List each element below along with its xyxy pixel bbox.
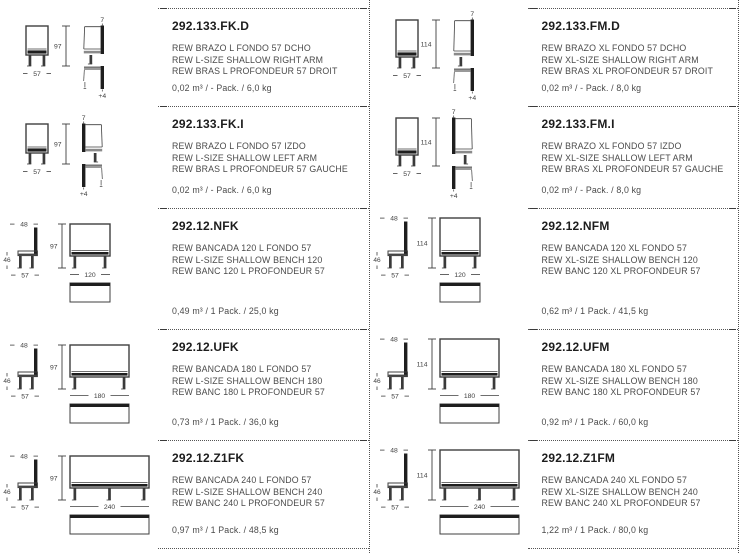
top-band: [84, 67, 100, 70]
dimension-label: 114: [416, 240, 427, 248]
bench-technical-drawing: [0, 211, 158, 307]
seat-band: [19, 375, 37, 377]
product-code: 292.133.FM.D: [541, 19, 620, 33]
seat-band: [72, 484, 148, 487]
product-info-cell: [158, 106, 369, 208]
seat-band: [19, 254, 37, 256]
seat-band: [28, 50, 47, 53]
desc-fr: REW BRAS XL PROFONDEUR 57 DROIT: [541, 66, 713, 76]
seat-band: [72, 252, 109, 255]
drawing-area: [0, 329, 158, 440]
desc-es: REW BANCADA 120 XL FONDO 57: [541, 243, 687, 253]
dimension-label: 97: [49, 243, 58, 251]
drawing-area: [370, 329, 528, 440]
desc-en: REW XL-SIZE SHALLOW LEFT ARM: [541, 152, 693, 163]
dimension-label: 114: [416, 361, 427, 369]
leg: [31, 256, 34, 268]
product-row: [370, 8, 739, 106]
leg: [104, 256, 107, 268]
arm-front-view: [396, 118, 418, 155]
drawing-line: [471, 170, 472, 181]
drawing-area: [370, 208, 528, 329]
dimension-label: 7: [100, 17, 105, 24]
back-edge: [70, 283, 110, 286]
desc-es: REW BRAZO L FONDO 57 DCHO: [172, 43, 311, 53]
dimension-label: 57: [21, 504, 29, 512]
desc-en: REW L-SIZE SHALLOW RIGHT ARM: [172, 54, 324, 65]
leg: [412, 57, 415, 68]
desc-fr: REW BANC 240 L PROFONDEUR 57: [172, 498, 325, 508]
product-info-cell: [158, 208, 369, 329]
leg: [389, 377, 392, 389]
desc-fr: REW BRAS XL PROFONDEUR 57 GAUCHE: [541, 164, 724, 174]
arm-panel: [452, 166, 455, 189]
leg: [492, 377, 495, 389]
dimension-label: 97: [53, 141, 62, 149]
desc-es: REW BANCADA 240 L FONDO 57: [172, 475, 312, 485]
leg: [29, 55, 32, 66]
drawing-line: [84, 27, 85, 49]
leg: [459, 57, 462, 66]
product-code: 292.12.NFK: [172, 219, 239, 233]
leg: [74, 377, 77, 389]
packing-info: 0,02 m³ / - Pack. / 6,0 kg: [172, 185, 272, 195]
dimension-label: 180: [463, 393, 475, 400]
arm-side-view: [82, 124, 102, 163]
leg: [412, 155, 415, 166]
leg: [94, 153, 97, 162]
dimension-label: 46: [372, 489, 381, 496]
product-descriptions: [542, 364, 725, 399]
leg: [43, 153, 46, 164]
leg: [19, 488, 22, 500]
arm-front-view: [396, 20, 418, 57]
leg: [90, 55, 93, 64]
catalog-column-right: [370, 0, 739, 553]
packing-info: 0,49 m³ / 1 Pack. / 25,0 kg: [172, 306, 279, 316]
bench-technical-drawing: [0, 443, 158, 539]
seat-band: [388, 486, 406, 488]
product-row: [0, 440, 369, 549]
product-row: [370, 440, 739, 549]
drawing-area: [0, 8, 158, 106]
product-info-cell: [528, 106, 739, 208]
seat-band: [19, 486, 37, 488]
bench-front-view: [70, 224, 110, 256]
dimension-label: +4: [467, 95, 476, 102]
dimension-label: 57: [390, 272, 399, 280]
product-code: 292.12.UFK: [172, 340, 239, 354]
packing-info: 0,92 m³ / 1 Pack. / 60,0 kg: [541, 417, 649, 427]
seat-band: [453, 53, 470, 56]
product-row: [370, 208, 739, 329]
drawing-area: [370, 440, 528, 549]
desc-fr: REW BRAS L PROFONDEUR 57 GAUCHE: [172, 164, 348, 174]
packing-info: 0,97 m³ / 1 Pack. / 48,5 kg: [172, 525, 279, 535]
arm-side-view: [452, 118, 472, 165]
leg: [19, 256, 22, 268]
product-info-cell: [158, 8, 369, 106]
leg: [389, 256, 392, 268]
product-descriptions: [542, 475, 725, 510]
product-code: 292.12.Z1FM: [541, 451, 616, 465]
arm-panel: [470, 68, 473, 91]
bench-technical-drawing: [370, 332, 528, 428]
desc-es: REW BRAZO XL FONDO 57 IZDO: [541, 141, 682, 151]
leg: [74, 256, 77, 268]
leg: [463, 155, 466, 164]
packing-info: 0,62 m³ / 1 Pack. / 41,5 kg: [541, 306, 649, 316]
seat-band: [388, 375, 406, 377]
dimension-label: 120: [453, 272, 466, 279]
leg: [31, 377, 34, 389]
product-descriptions: [172, 141, 355, 176]
arm-mount-side-view: [452, 166, 472, 189]
dimension-label: 48: [389, 336, 398, 344]
seat-band: [28, 148, 47, 151]
product-code: 292.133.FK.D: [172, 19, 250, 33]
arm-right-technical-drawing: [0, 11, 158, 107]
back-edge: [70, 404, 129, 407]
arm-mount-side-view: [82, 164, 102, 187]
leg: [389, 488, 392, 500]
dimension-label: 46: [372, 257, 381, 264]
product-descriptions: [542, 243, 725, 278]
dimension-label: 57: [390, 504, 399, 512]
bench-front-view: [70, 345, 129, 377]
leg: [401, 256, 404, 268]
product-descriptions: [172, 364, 355, 399]
desc-fr: REW BANC 240 XL PROFONDEUR 57: [541, 498, 701, 508]
dimension-label: 240: [473, 504, 485, 511]
desc-en: REW XL-SIZE SHALLOW BENCH 120: [541, 254, 698, 265]
dimension-label: 46: [3, 257, 11, 264]
dimension-label: 48: [389, 215, 398, 223]
leg: [401, 488, 404, 500]
drawing-area: [370, 8, 528, 106]
dimension-label: 57: [390, 393, 399, 401]
drawing-area: [0, 208, 158, 329]
arm-panel: [452, 118, 455, 155]
drawing-area: [370, 106, 528, 208]
arm-panel: [82, 164, 85, 187]
dimension-label: 180: [93, 393, 106, 400]
desc-fr: REW BANC 180 L PROFONDEUR 57: [172, 387, 325, 397]
desc-es: REW BRAZO L FONDO 57 IZDO: [172, 141, 306, 151]
top-band: [455, 167, 471, 170]
leg: [398, 57, 401, 68]
seat-band: [441, 484, 517, 487]
desc-es: REW BANCADA 180 L FONDO 57: [172, 364, 312, 374]
back-edge: [440, 404, 499, 407]
dimension-label: 7: [81, 115, 86, 122]
arm-panel: [101, 66, 104, 89]
product-descriptions: [542, 43, 725, 78]
seat-band: [84, 51, 101, 54]
product-info-cell: [528, 8, 739, 106]
seat-band: [86, 149, 103, 152]
back-panel: [34, 349, 37, 378]
packing-info: 0,02 m³ / - Pack. / 8,0 kg: [541, 185, 642, 195]
back-edge: [440, 515, 519, 518]
product-code: 292.12.Z1FK: [172, 451, 245, 465]
arm-panel: [82, 124, 85, 153]
dimension-label: 240: [103, 504, 116, 511]
dimension-label: 57: [21, 393, 29, 401]
dimension-label: 46: [372, 378, 381, 385]
dimension-label: 7: [469, 11, 474, 18]
desc-es: REW BANCADA 180 XL FONDO 57: [541, 364, 687, 374]
dimension-label: 114: [420, 139, 431, 147]
product-row: [0, 329, 369, 440]
dimension-label: 57: [402, 73, 411, 80]
seat-band: [397, 150, 416, 153]
arm-side-view: [453, 20, 473, 67]
dimension-label: 48: [20, 221, 28, 229]
arm-side-view: [84, 26, 104, 65]
product-descriptions: [172, 243, 355, 278]
back-panel: [34, 460, 37, 489]
product-info-cell: [158, 329, 369, 440]
arm-left-technical-drawing: [0, 109, 158, 205]
desc-fr: REW BANC 120 L PROFONDEUR 57: [172, 266, 325, 276]
packing-info: 0,73 m³ / 1 Pack. / 36,0 kg: [172, 417, 279, 427]
leg: [108, 488, 111, 500]
leg: [123, 377, 126, 389]
product-info-cell: [158, 440, 369, 549]
desc-en: REW XL-SIZE SHALLOW RIGHT ARM: [541, 54, 699, 65]
dimension-label: 114: [416, 472, 427, 480]
dimension-label: 48: [20, 453, 28, 461]
drawing-area: [0, 440, 158, 549]
product-row: [0, 8, 369, 106]
arm-right-technical-drawing: [370, 11, 528, 107]
dimension-label: 46: [3, 378, 11, 385]
product-descriptions: [172, 43, 355, 78]
top-band: [454, 69, 470, 72]
leg: [443, 377, 446, 389]
seat-band: [441, 252, 478, 255]
drawing-line: [101, 125, 102, 147]
desc-es: REW BANCADA 240 XL FONDO 57: [541, 475, 687, 485]
dimension-label: 46: [3, 489, 11, 496]
leg: [443, 256, 446, 268]
packing-info: 0,02 m³ / - Pack. / 6,0 kg: [172, 83, 272, 93]
leg: [43, 55, 46, 66]
dimension-label: 57: [33, 71, 41, 78]
product-code: 292.133.FK.I: [172, 117, 244, 131]
desc-en: REW XL-SIZE SHALLOW BENCH 180: [541, 375, 698, 386]
arm-left-technical-drawing: [370, 109, 528, 205]
desc-en: REW XL-SIZE SHALLOW BENCH 240: [541, 486, 698, 497]
leg: [74, 488, 77, 500]
product-row: [0, 106, 369, 208]
arm-panel: [101, 26, 104, 55]
arm-panel: [470, 20, 473, 57]
product-row: [370, 106, 739, 208]
back-edge: [440, 283, 480, 286]
desc-en: REW L-SIZE SHALLOW BENCH 240: [172, 486, 323, 497]
dimension-label: +4: [79, 191, 88, 198]
dimension-label: 97: [53, 43, 62, 51]
leg: [398, 155, 401, 166]
dimension-label: 57: [33, 169, 41, 176]
drawing-area: [0, 106, 158, 208]
product-descriptions: [172, 475, 355, 510]
seat-band: [441, 373, 497, 376]
leg: [19, 377, 22, 389]
drawing-line: [453, 21, 454, 51]
packing-info: 0,02 m³ / - Pack. / 8,0 kg: [541, 83, 642, 93]
back-panel: [34, 228, 37, 257]
product-code: 292.12.UFM: [541, 340, 610, 354]
dimension-label: +4: [98, 93, 107, 100]
product-row: [370, 329, 739, 440]
desc-es: REW BANCADA 120 L FONDO 57: [172, 243, 312, 253]
arm-mount-side-view: [84, 66, 104, 89]
product-info-cell: [528, 440, 739, 549]
dimension-label: 120: [84, 272, 96, 279]
product-row: [0, 208, 369, 329]
leg: [512, 488, 515, 500]
leg: [478, 488, 481, 500]
desc-fr: REW BANC 180 XL PROFONDEUR 57: [541, 387, 701, 397]
back-edge: [70, 515, 149, 518]
product-info-cell: [528, 208, 739, 329]
dimension-label: 48: [389, 447, 398, 455]
seat-band: [72, 373, 128, 376]
desc-fr: REW BANC 120 XL PROFONDEUR 57: [541, 266, 701, 276]
dimension-label: +4: [449, 193, 458, 200]
dimension-label: 48: [20, 342, 28, 350]
leg: [473, 256, 476, 268]
dimension-label: 114: [420, 41, 431, 49]
product-info-cell: [528, 329, 739, 440]
seat-band: [455, 151, 472, 154]
drawing-line: [453, 72, 454, 83]
dimension-label: 97: [49, 475, 58, 483]
drawing-line: [471, 119, 472, 149]
desc-es: REW BRAZO XL FONDO 57 DCHO: [541, 43, 687, 53]
product-code: 292.12.NFM: [541, 219, 610, 233]
desc-en: REW L-SIZE SHALLOW LEFT ARM: [172, 152, 318, 163]
desc-en: REW L-SIZE SHALLOW BENCH 120: [172, 254, 323, 265]
leg: [143, 488, 146, 500]
dimension-label: 97: [49, 364, 58, 372]
leg: [443, 488, 446, 500]
leg: [29, 153, 32, 164]
dimension-label: 57: [402, 171, 411, 178]
packing-info: 1,22 m³ / 1 Pack. / 80,0 kg: [541, 525, 649, 535]
product-code: 292.133.FM.I: [541, 117, 615, 131]
bench-technical-drawing: [370, 443, 528, 539]
drawing-line: [102, 168, 103, 179]
desc-en: REW L-SIZE SHALLOW BENCH 180: [172, 375, 323, 386]
product-descriptions: [542, 141, 725, 176]
seat-band: [397, 52, 416, 55]
dimension-label: 57: [21, 272, 29, 280]
seat-band: [388, 254, 406, 256]
bench-front-view: [70, 456, 149, 488]
desc-fr: REW BRAS L PROFONDEUR 57 DROIT: [172, 66, 338, 76]
top-band: [86, 165, 102, 168]
leg: [31, 488, 34, 500]
dimension-label: 7: [451, 109, 456, 116]
arm-mount-side-view: [453, 68, 473, 91]
drawing-line: [84, 70, 85, 81]
bench-technical-drawing: [0, 332, 158, 428]
leg: [401, 377, 404, 389]
bench-technical-drawing: [370, 211, 528, 307]
